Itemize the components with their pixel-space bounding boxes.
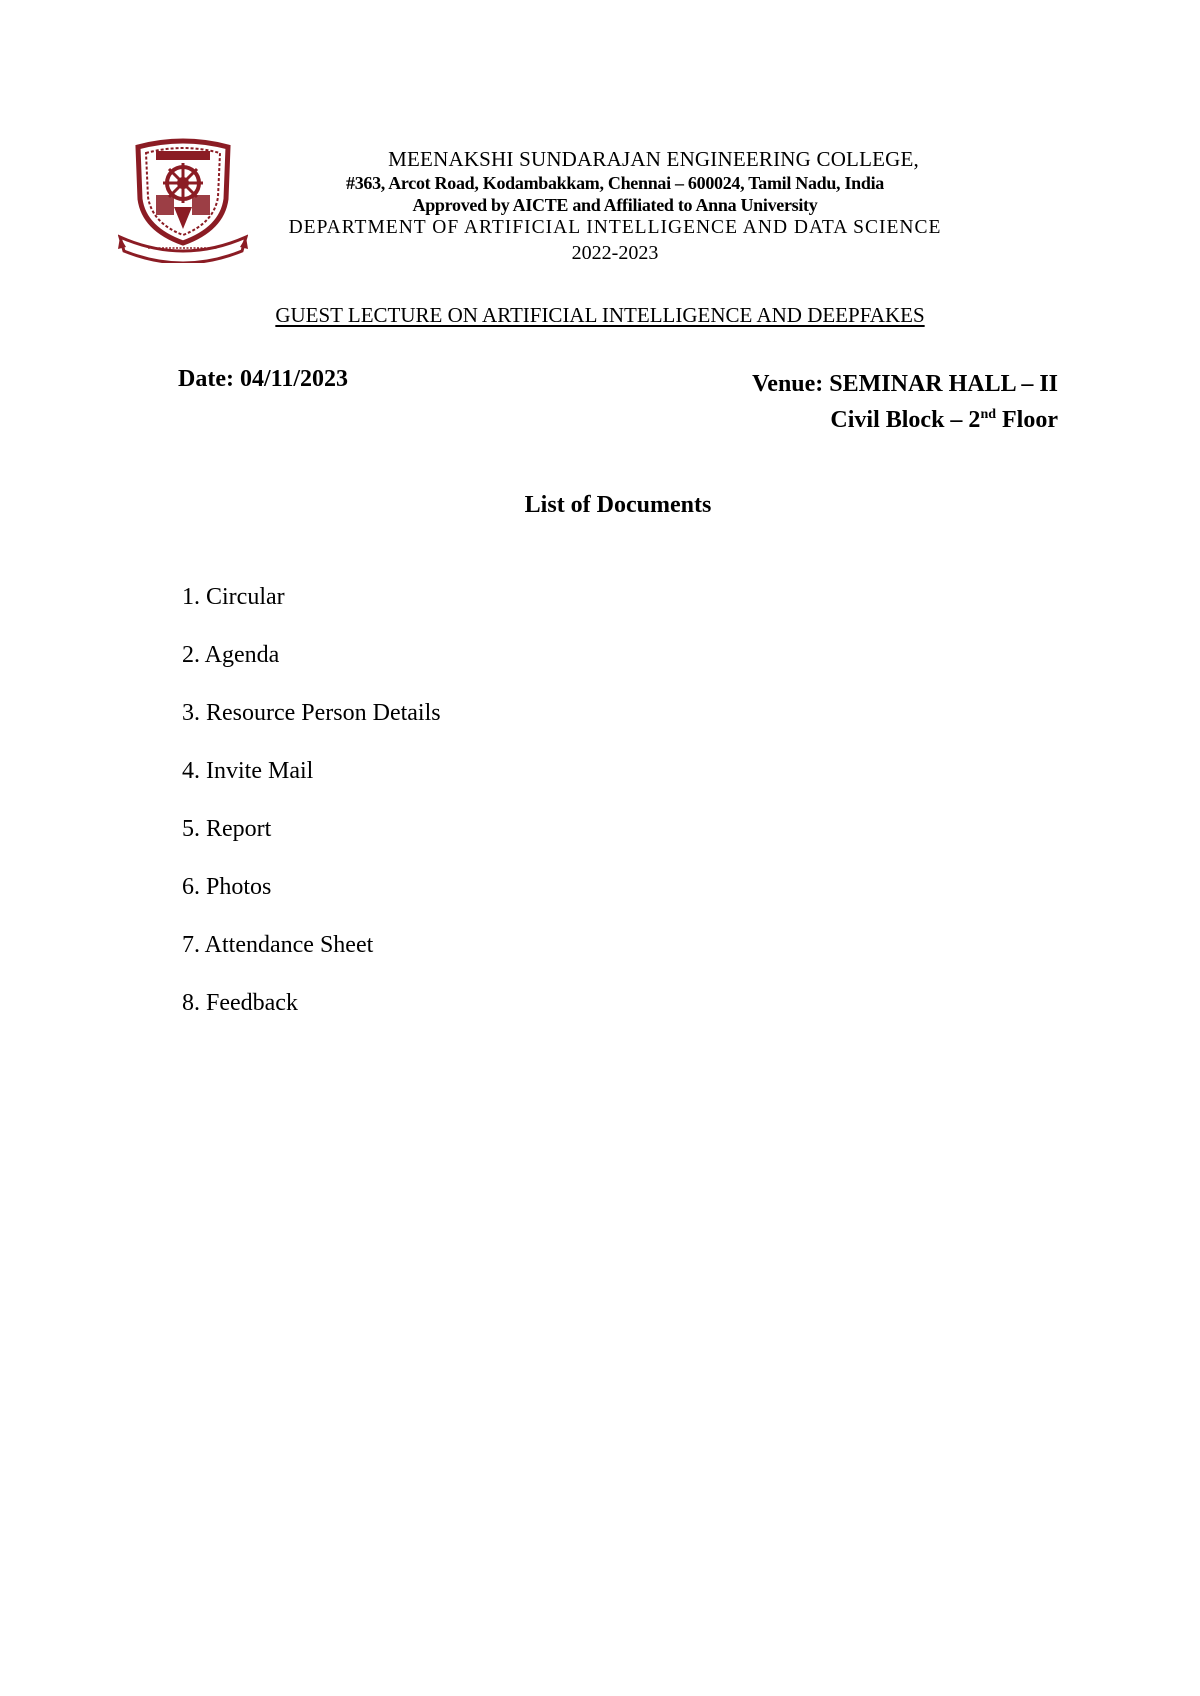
list-item: 6. Photos xyxy=(182,874,272,900)
venue-line-2: Civil Block – 2nd Floor xyxy=(830,407,1058,433)
list-item: 2. Agenda xyxy=(182,642,280,668)
list-item: 5. Report xyxy=(182,816,272,842)
documents-list xyxy=(182,582,441,1046)
event-venue xyxy=(752,366,1058,438)
event-date: Date: 04/11/2023 xyxy=(178,366,348,392)
college-address: #363, Arcot Road, Kodambakkam, Chennai – 600024, Tamil Nadu, India xyxy=(346,173,884,193)
list-item: 7. Attendance Sheet xyxy=(182,932,374,958)
college-crest-icon xyxy=(118,137,248,263)
list-item: 8. Feedback xyxy=(182,990,298,1016)
college-name: MEENAKSHI SUNDARAJAN ENGINEERING COLLEGE, xyxy=(388,147,919,171)
academic-year: 2022-2023 xyxy=(571,242,659,264)
list-item: 4. Invite Mail xyxy=(182,758,314,784)
letterhead xyxy=(250,146,980,267)
list-item: 1. Circular xyxy=(182,584,285,610)
venue-line-1: Venue: SEMINAR HALL – II xyxy=(752,371,1058,397)
list-item: 3. Resource Person Details xyxy=(182,700,441,726)
department-name: DEPARTMENT OF ARTIFICIAL INTELLIGENCE AND DATA SCIENCE xyxy=(288,217,942,238)
event-title: GUEST LECTURE ON ARTIFICIAL INTELLIGENCE AND DEEPFAKES xyxy=(275,303,925,327)
approval-line: Approved by AICTE and Affiliated to Anna University xyxy=(412,195,818,215)
documents-heading: List of Documents xyxy=(524,492,712,518)
